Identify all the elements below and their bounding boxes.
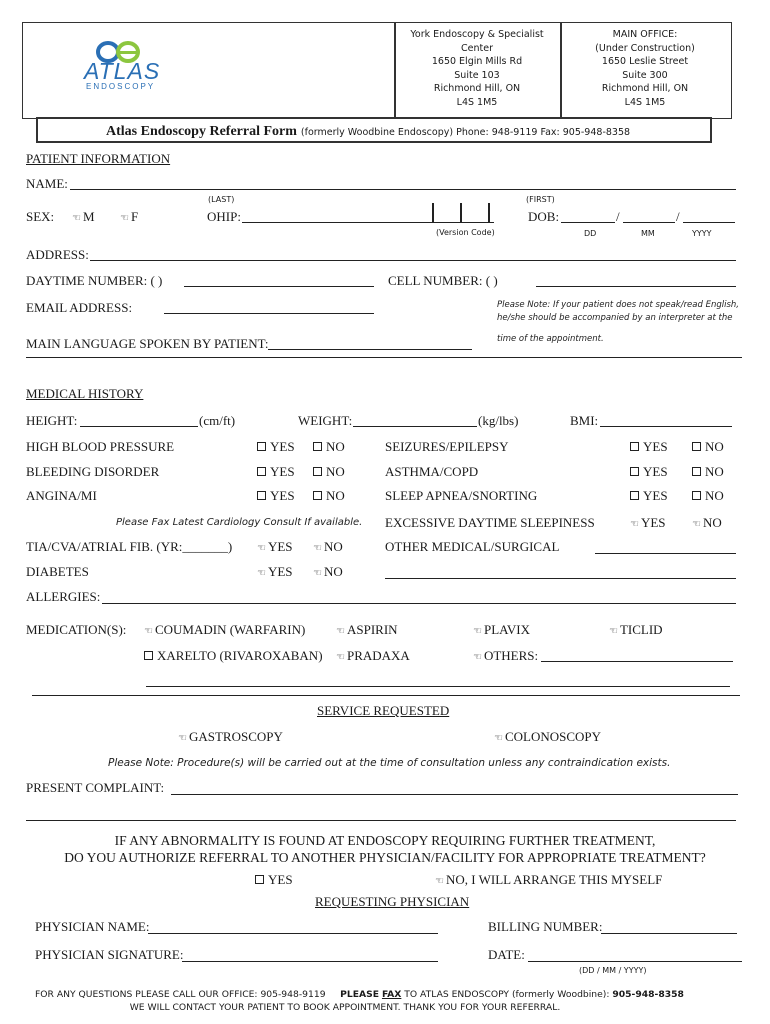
mm-label: MM — [641, 229, 655, 238]
diabetes-yes[interactable] — [257, 564, 293, 580]
billing-label: BILLING NUMBER: — [488, 919, 603, 934]
tia-yes[interactable] — [257, 539, 293, 555]
daytime-field[interactable] — [184, 286, 374, 287]
footer-fax: FAX — [381, 989, 402, 1000]
authorize-no[interactable] — [435, 872, 662, 888]
checkbox-icon — [630, 467, 639, 476]
interpreter-note-1: Please Note: If your patient does not speak/read English, — [497, 300, 739, 310]
weight-label: WEIGHT: — [298, 413, 353, 428]
asthma-no[interactable] — [692, 464, 724, 480]
yes-label: YES — [643, 488, 668, 503]
dd-label: DD — [584, 229, 597, 238]
yes-label: YES — [643, 464, 668, 479]
no-label: NO — [702, 515, 722, 530]
weight-unit: (kg/lbs) — [478, 413, 519, 428]
section-divider — [32, 695, 740, 696]
york-line: Suite 103 — [454, 69, 500, 81]
dob-day-field[interactable] — [561, 222, 615, 223]
medication-extra-field[interactable] — [146, 686, 730, 687]
others-option[interactable] — [473, 648, 538, 664]
allergies-label: ALLERGIES: — [26, 589, 101, 604]
dob-year-field[interactable] — [683, 222, 735, 223]
no-label: NO — [705, 464, 724, 479]
email-field[interactable] — [164, 313, 374, 314]
main-line: Suite 300 — [622, 69, 668, 81]
height-field[interactable] — [80, 426, 198, 427]
xarelto-label: XARELTO (RIVAROXABAN) — [157, 648, 323, 663]
sleep-no[interactable] — [692, 488, 724, 504]
medical-section-title: MEDICAL HISTORY — [26, 386, 144, 401]
form-title-rest: (formerly Woodbine Endoscopy) Phone: 948-9119 Fax: 905-948-8358 — [300, 127, 631, 138]
physician-name-label: PHYSICIAN NAME: — [35, 919, 150, 934]
colonoscopy-label: COLONOSCOPY — [504, 729, 602, 744]
checkbox-icon — [313, 442, 322, 451]
plavix-label: PLAVIX — [483, 622, 530, 637]
weight-field[interactable] — [353, 426, 477, 427]
seizures-no[interactable] — [692, 439, 724, 455]
aspirin-option[interactable] — [336, 622, 398, 638]
yes-label: YES — [270, 464, 295, 479]
no-label: NO — [705, 439, 724, 454]
logo-text: ATLAS — [84, 58, 161, 84]
yes-label: YES — [267, 564, 293, 579]
angina-yes[interactable] — [257, 488, 295, 504]
excessive-label: EXCESSIVE DAYTIME SLEEPINESS — [385, 515, 595, 530]
hbp-no[interactable] — [313, 439, 345, 455]
address-label: ADDRESS: — [26, 247, 89, 262]
excessive-no[interactable] — [692, 515, 722, 531]
seizures-label: SEIZURES/EPILEPSY — [385, 439, 509, 454]
checkbox-icon — [630, 442, 639, 451]
angina-no[interactable] — [313, 488, 345, 504]
date-format-label: (DD / MM / YYYY) — [579, 966, 647, 975]
yes-label: YES — [643, 439, 668, 454]
ohip-label: OHIP: — [207, 209, 241, 224]
dob-slash: / — [616, 209, 620, 224]
height-label: HEIGHT: — [26, 413, 78, 428]
authorize-line-1: IF ANY ABNORMALITY IS FOUND AT ENDOSCOPY REQUIRING FURTHER TREATMENT, — [114, 833, 656, 848]
authorize-yes[interactable] — [255, 872, 293, 888]
plavix-option[interactable] — [473, 622, 530, 638]
excessive-yes[interactable] — [630, 515, 666, 531]
physician-section-title: REQUESTING PHYSICIAN — [315, 894, 470, 909]
other-medical-field-2[interactable] — [385, 578, 736, 579]
footer-to: TO ATLAS ENDOSCOPY (formerly Woodbine): — [404, 989, 610, 1000]
checkbox-icon — [144, 651, 153, 660]
york-address — [394, 28, 560, 109]
ohip-field[interactable] — [242, 222, 494, 223]
york-line: 1650 Elgin Mills Rd — [431, 56, 523, 67]
yes-label: YES — [267, 539, 293, 554]
checkbox-icon — [692, 467, 701, 476]
seizures-yes[interactable] — [630, 439, 668, 455]
tia-label: TIA/CVA/ATRIAL FIB. (YR:_______) — [26, 539, 233, 554]
pradaxa-label: PRADAXA — [346, 648, 410, 663]
no-label: NO — [323, 564, 343, 579]
email-label: EMAIL ADDRESS: — [26, 300, 133, 315]
form-title-main: Atlas Endoscopy Referral Form — [106, 124, 297, 139]
main-line: L4S 1M5 — [624, 96, 666, 108]
interpreter-note-3: time of the appointment. — [497, 334, 604, 344]
hand-pointer-icon: ☜ — [336, 652, 345, 663]
other-medical-field[interactable] — [595, 553, 736, 554]
ticlid-option[interactable] — [609, 622, 663, 638]
york-line: Richmond Hill, ON — [433, 83, 521, 94]
language-label: MAIN LANGUAGE SPOKEN BY PATIENT: — [26, 336, 269, 351]
dob-label: DOB: — [528, 209, 560, 224]
bleeding-yes[interactable] — [257, 464, 295, 480]
no-label: NO — [326, 464, 345, 479]
name-field[interactable] — [70, 189, 736, 190]
checkbox-icon — [313, 467, 322, 476]
no-label: NO — [326, 488, 345, 503]
colonoscopy-option[interactable] — [494, 729, 601, 745]
hand-pointer-icon: ☜ — [692, 519, 701, 530]
diabetes-label: DIABETES — [26, 564, 89, 579]
sex-label: SEX: — [26, 209, 55, 224]
ticlid-label: TICLID — [619, 622, 663, 637]
hand-pointer-icon: ☜ — [473, 652, 482, 663]
atlas-logo — [80, 38, 175, 98]
complaint-label: PRESENT COMPLAINT: — [26, 780, 165, 795]
gastroscopy-option[interactable] — [178, 729, 283, 745]
xarelto-option[interactable] — [144, 648, 323, 664]
dob-month-field[interactable] — [623, 222, 675, 223]
checkbox-icon — [255, 875, 264, 884]
authorize-no-label: NO, I WILL ARRANGE THIS MYSELF — [445, 872, 663, 887]
signature-label: PHYSICIAN SIGNATURE: — [35, 947, 184, 962]
patient-section-title: PATIENT INFORMATION — [26, 151, 171, 166]
checkbox-icon — [257, 491, 266, 500]
tia-no[interactable] — [313, 539, 343, 555]
address-field[interactable] — [90, 260, 736, 261]
bleeding-label: BLEEDING DISORDER — [26, 464, 160, 479]
medication-label: MEDICATION(S): — [26, 622, 127, 637]
header-logo-box — [22, 22, 396, 119]
male-label: M — [82, 209, 95, 224]
main-line: (Under Construction) — [595, 42, 695, 54]
checkbox-icon — [630, 491, 639, 500]
hand-pointer-icon: ☜ — [72, 213, 81, 224]
yes-label: YES — [270, 488, 295, 503]
hand-pointer-icon: ☜ — [609, 626, 618, 637]
yes-label: YES — [270, 439, 295, 454]
asthma-label: ASTHMA/COPD — [385, 464, 479, 479]
footer-call: FOR ANY QUESTIONS PLEASE CALL OUR OFFICE: 905-948-9119 — [35, 989, 326, 1000]
billing-field[interactable] — [601, 933, 737, 934]
hand-pointer-icon: ☜ — [257, 543, 266, 554]
asthma-yes[interactable] — [630, 464, 668, 480]
language-field[interactable] — [268, 349, 472, 350]
signature-field[interactable] — [182, 961, 438, 962]
hand-pointer-icon: ☜ — [313, 568, 322, 579]
bleeding-no[interactable] — [313, 464, 345, 480]
allergies-field[interactable] — [102, 603, 736, 604]
ohip-divider — [432, 203, 434, 222]
service-section-title: SERVICE REQUESTED — [317, 703, 450, 718]
height-unit: (cm/ft) — [199, 413, 236, 428]
bmi-label: BMI: — [570, 413, 599, 428]
checkbox-icon — [692, 442, 701, 451]
york-line: York Endoscopy & Specialist — [410, 29, 544, 40]
coumadin-label: COUMADIN (WARFARIN) — [154, 622, 306, 637]
cardiology-note: Please Fax Latest Cardiology Consult If available. — [116, 517, 363, 528]
hbp-label: HIGH BLOOD PRESSURE — [26, 439, 175, 454]
logo-sub: ENDOSCOPY — [86, 82, 156, 91]
female-label: F — [130, 209, 139, 224]
main-line: Richmond Hill, ON — [601, 83, 689, 94]
checkbox-icon — [257, 467, 266, 476]
main-line: 1650 Leslie Street — [601, 56, 689, 67]
no-label: NO — [323, 539, 343, 554]
cell-label: CELL NUMBER: ( ) — [388, 273, 498, 288]
diabetes-no[interactable] — [313, 564, 343, 580]
bmi-field[interactable] — [600, 426, 732, 427]
physician-name-field[interactable] — [148, 933, 438, 934]
interpreter-note-2: he/she should be accompanied by an interpreter at the — [497, 313, 733, 323]
version-code-label: (Version Code) — [436, 228, 495, 237]
main-office-address — [560, 28, 730, 109]
name-label: NAME: — [26, 176, 68, 191]
ohip-divider — [488, 203, 490, 222]
procedure-note: Please Note: Procedure(s) will be carried out at the time of consultation unless any contraindication exists. — [108, 757, 671, 769]
others-label: OTHERS: — [483, 648, 539, 663]
last-label: (LAST) — [208, 195, 235, 204]
footer-please: PLEASE — [340, 989, 380, 1000]
sleep-label: SLEEP APNEA/SNORTING — [385, 488, 538, 503]
york-line: L4S 1M5 — [456, 96, 498, 108]
checkbox-icon — [313, 491, 322, 500]
first-label: (FIRST) — [526, 195, 555, 204]
hand-pointer-icon: ☜ — [313, 543, 322, 554]
authorize-line-2: DO YOU AUTHORIZE REFERRAL TO ANOTHER PHYSICIAN/FACILITY FOR APPROPRIATE TREATMENT? — [64, 850, 706, 865]
footer-line-1 — [35, 989, 684, 1000]
form-title — [106, 122, 630, 140]
date-label: DATE: — [488, 947, 525, 962]
authorize-yes-label: YES — [268, 872, 293, 887]
daytime-label: DAYTIME NUMBER: ( ) — [26, 273, 163, 288]
pradaxa-option[interactable] — [336, 648, 410, 664]
hand-pointer-icon: ☜ — [435, 876, 444, 887]
hand-pointer-icon: ☜ — [120, 213, 129, 224]
sex-female-option[interactable] — [120, 209, 138, 225]
coumadin-option[interactable] — [144, 622, 305, 638]
date-field[interactable] — [528, 961, 742, 962]
footer-line-2: WE WILL CONTACT YOUR PATIENT TO BOOK APPOINTMENT. THANK YOU FOR YOUR REFERRAL. — [129, 1002, 561, 1013]
york-line: Center — [461, 42, 493, 54]
angina-label: ANGINA/MI — [26, 488, 97, 503]
hand-pointer-icon: ☜ — [336, 626, 345, 637]
complaint-field[interactable] — [171, 794, 738, 795]
hand-pointer-icon: ☜ — [178, 733, 187, 744]
gastroscopy-label: GASTROSCOPY — [188, 729, 283, 744]
checkbox-icon — [692, 491, 701, 500]
no-label: NO — [326, 439, 345, 454]
footer-fax-number: 905-948-8358 — [612, 989, 684, 1000]
hand-pointer-icon: ☜ — [144, 626, 153, 637]
others-field[interactable] — [541, 661, 733, 662]
complaint-line-2[interactable] — [26, 820, 736, 821]
ohip-divider — [460, 203, 462, 222]
hand-pointer-icon: ☜ — [630, 519, 639, 530]
hand-pointer-icon: ☜ — [257, 568, 266, 579]
dob-slash: / — [676, 209, 680, 224]
section-divider — [26, 357, 742, 358]
main-line: MAIN OFFICE: — [612, 29, 678, 40]
aspirin-label: ASPIRIN — [346, 622, 398, 637]
hbp-yes[interactable] — [257, 439, 295, 455]
other-medical-label: OTHER MEDICAL/SURGICAL — [385, 539, 560, 554]
hand-pointer-icon: ☜ — [473, 626, 482, 637]
no-label: NO — [705, 488, 724, 503]
sex-male-option[interactable] — [72, 209, 95, 225]
cell-field[interactable] — [536, 286, 736, 287]
yes-label: YES — [640, 515, 666, 530]
sleep-yes[interactable] — [630, 488, 668, 504]
checkbox-icon — [257, 442, 266, 451]
hand-pointer-icon: ☜ — [494, 733, 503, 744]
yyyy-label: YYYY — [692, 229, 712, 238]
